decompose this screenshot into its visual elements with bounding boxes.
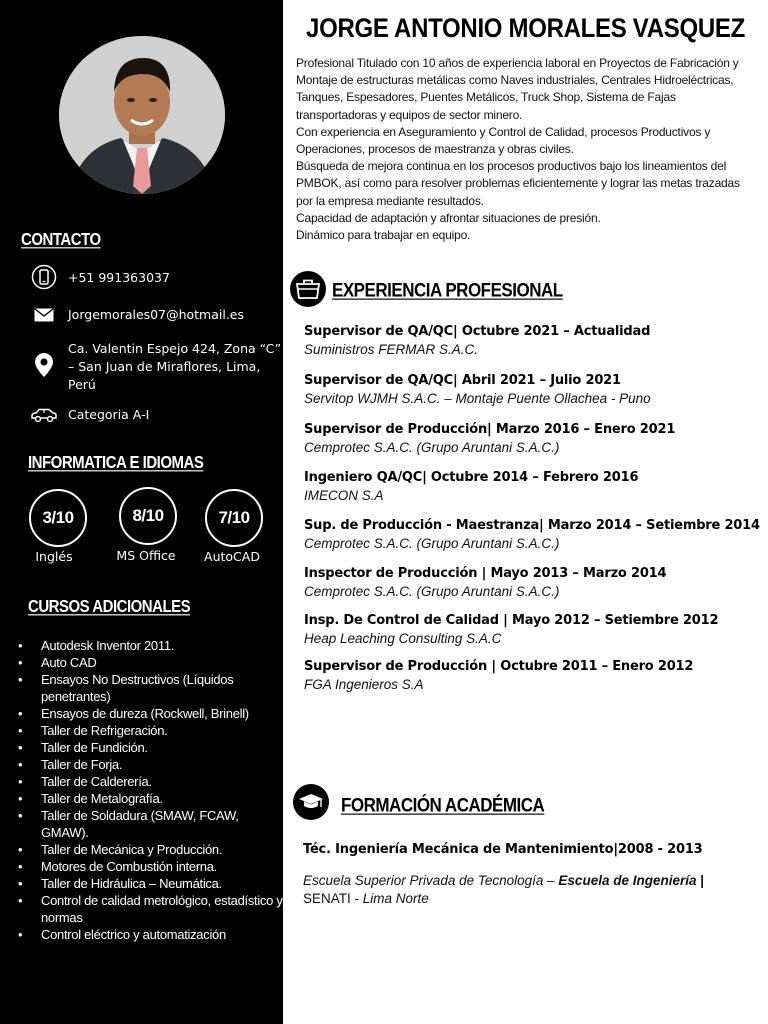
briefcase-icon [290, 271, 326, 307]
job-company: Suministros FERMAR S.A.C. [304, 342, 479, 357]
profile-photo [59, 36, 225, 194]
job-company: Heap Leaching Consulting S.A.C [304, 631, 502, 646]
job-company: Cemprotec S.A.C. (Grupo Aruntani S.A.C.) [304, 584, 560, 599]
education-degree: Téc. Ingeniería Mecánica de Mantenimiento|2008 - 2013 [303, 842, 703, 857]
list-item: • Ensayos de dureza (Rockwell, Brinell) [0, 705, 283, 722]
address-line-1: Ca. Valentin Espejo 424, Zona “C” [68, 341, 282, 356]
address-line-2: – San Juan de Miraflores, Lima, [68, 359, 261, 374]
job-entry [304, 421, 764, 457]
school-text: SENATI - [303, 891, 363, 906]
summary-paragraph: Búsqueda de mejora continua en los procesos productivos bajo los lineamientos del PMBOK, así como para resolver problemas eficientemente y lograr las metas trazadas por la empresa mediante resultados. [296, 159, 740, 208]
skill-score: 8/10 [132, 506, 164, 525]
list-item: • Ensayos No Destructivos (Líquidos penetrantes) [0, 671, 283, 705]
skill-circle-english [29, 489, 87, 547]
skill-score: 7/10 [218, 508, 250, 527]
list-item: • Auto CAD [0, 654, 283, 671]
candidate-name: JORGE ANTONIO MORALES VASQUEZ [306, 14, 745, 44]
job-entry [304, 658, 764, 694]
summary-paragraph: Capacidad de adaptación y afrontar situaciones de presión. [296, 210, 601, 225]
job-company: Cemprotec S.A.C. (Grupo Aruntani S.A.C.) [304, 536, 560, 551]
summary-paragraph: Profesional Titulado con 10 años de experiencia laboral en Proyectos de Fabricación y Montaje de estructuras metálicas como Naves industriales, Centrales Hidroeléctricas, Tanques, Espesadores, Puentes Metálicos, Truck Shop, Sistema de Fajas transportadoras y equipos de sector minero. [296, 56, 739, 122]
job-entry [304, 323, 764, 359]
profile-summary [296, 55, 756, 244]
job-company: FGA Ingenieros S.A [304, 677, 424, 692]
job-title: Ingeniero QA/QC| Octubre 2014 – Febrero 2016 [304, 470, 639, 485]
skill-circle-msoffice [119, 487, 177, 545]
list-item: • Taller de Hidráulica – Neumática. [0, 875, 283, 892]
job-entry [304, 517, 764, 553]
list-item: • Taller de Mecánica y Producción. [0, 841, 283, 858]
job-title: Supervisor de Producción | Octubre 2011 – Enero 2012 [304, 659, 694, 674]
job-title: Insp. De Control de Calidad | Mayo 2012 – Setiembre 2012 [304, 613, 719, 628]
skill-circle-autocad [205, 489, 263, 547]
summary-paragraph: Con experiencia en Aseguramiento y Control de Calidad, procesos Productivos y Operaciones, procesos de maestranza y obras civiles. [296, 124, 711, 157]
job-title: Supervisor de Producción| Marzo 2016 – Enero 2021 [304, 422, 676, 437]
job-entry [304, 565, 764, 601]
license-text: Categoria A-I [68, 407, 150, 422]
job-company: Servitop WJMH S.A.C. – Montaje Puente Ollachea - Puno [304, 391, 651, 406]
job-company: IMECON S.A [304, 488, 384, 503]
list-item: • Motores de Combustión interna. [0, 858, 283, 875]
graduation-cap-icon [293, 784, 329, 820]
school-text: | [696, 873, 705, 888]
education-title: FORMACIÓN ACADÉMICA [341, 794, 545, 816]
job-title: Supervisor de QA/QC| Abril 2021 – Julio 2021 [304, 373, 621, 388]
address-line-3: Perú [68, 377, 96, 392]
list-item: • Taller de Metalografía. [0, 790, 283, 807]
list-item: • Control de calidad metrológico, estadístico y normas [0, 892, 283, 926]
school-text: Escuela de Ingeniería [558, 873, 697, 888]
list-item: • Taller de Refrigeración. [0, 722, 283, 739]
job-title: Sup. de Producción - Maestranza| Marzo 2014 – Setiembre 2014 [304, 518, 760, 533]
location-icon [30, 353, 58, 377]
email-text: Jorgemorales07@hotmail.es [68, 307, 245, 322]
courses-title: CURSOS ADICIONALES [28, 597, 191, 617]
car-icon [30, 403, 58, 427]
job-entry [304, 612, 764, 648]
skills-title: INFORMATICA E IDIOMAS [28, 453, 204, 473]
phone-text: +51 991363037 [68, 270, 170, 285]
school-text: Lima Norte [362, 891, 429, 906]
list-item: • Taller de Fundición. [0, 739, 283, 756]
skill-label-english: Inglés [35, 549, 73, 564]
list-item: • Taller de Forja. [0, 756, 283, 773]
skill-label-msoffice: MS Office [116, 548, 176, 563]
skill-label-autocad: AutoCAD [204, 549, 260, 564]
list-item: • Autodesk Inventor 2011. [0, 637, 283, 654]
summary-paragraph: Dinámico para trabajar en equipo. [296, 228, 471, 243]
education-school [303, 872, 753, 908]
sidebar [0, 0, 283, 1024]
job-entry [304, 469, 764, 505]
job-company: Cemprotec S.A.C. (Grupo Aruntani S.A.C.) [304, 440, 560, 455]
list-item: • Taller de Calderería. [0, 773, 283, 790]
skill-score: 3/10 [42, 508, 74, 527]
job-title: Supervisor de QA/QC| Octubre 2021 – Actualidad [304, 324, 651, 339]
school-text: Escuela Superior Privada de Tecnología – [303, 873, 559, 888]
list-item: • Taller de Soldadura (SMAW, FCAW, GMAW). [0, 807, 283, 841]
list-item: • Control eléctrico y automatización [0, 926, 283, 943]
experience-title: EXPERIENCIA PROFESIONAL [332, 279, 563, 301]
contact-title: CONTACTO [21, 230, 101, 250]
job-entry [304, 372, 764, 408]
courses-list [0, 637, 283, 943]
email-icon [30, 303, 58, 327]
job-title: Inspector de Producción | Mayo 2013 – Marzo 2014 [304, 566, 667, 581]
phone-icon [30, 265, 58, 289]
